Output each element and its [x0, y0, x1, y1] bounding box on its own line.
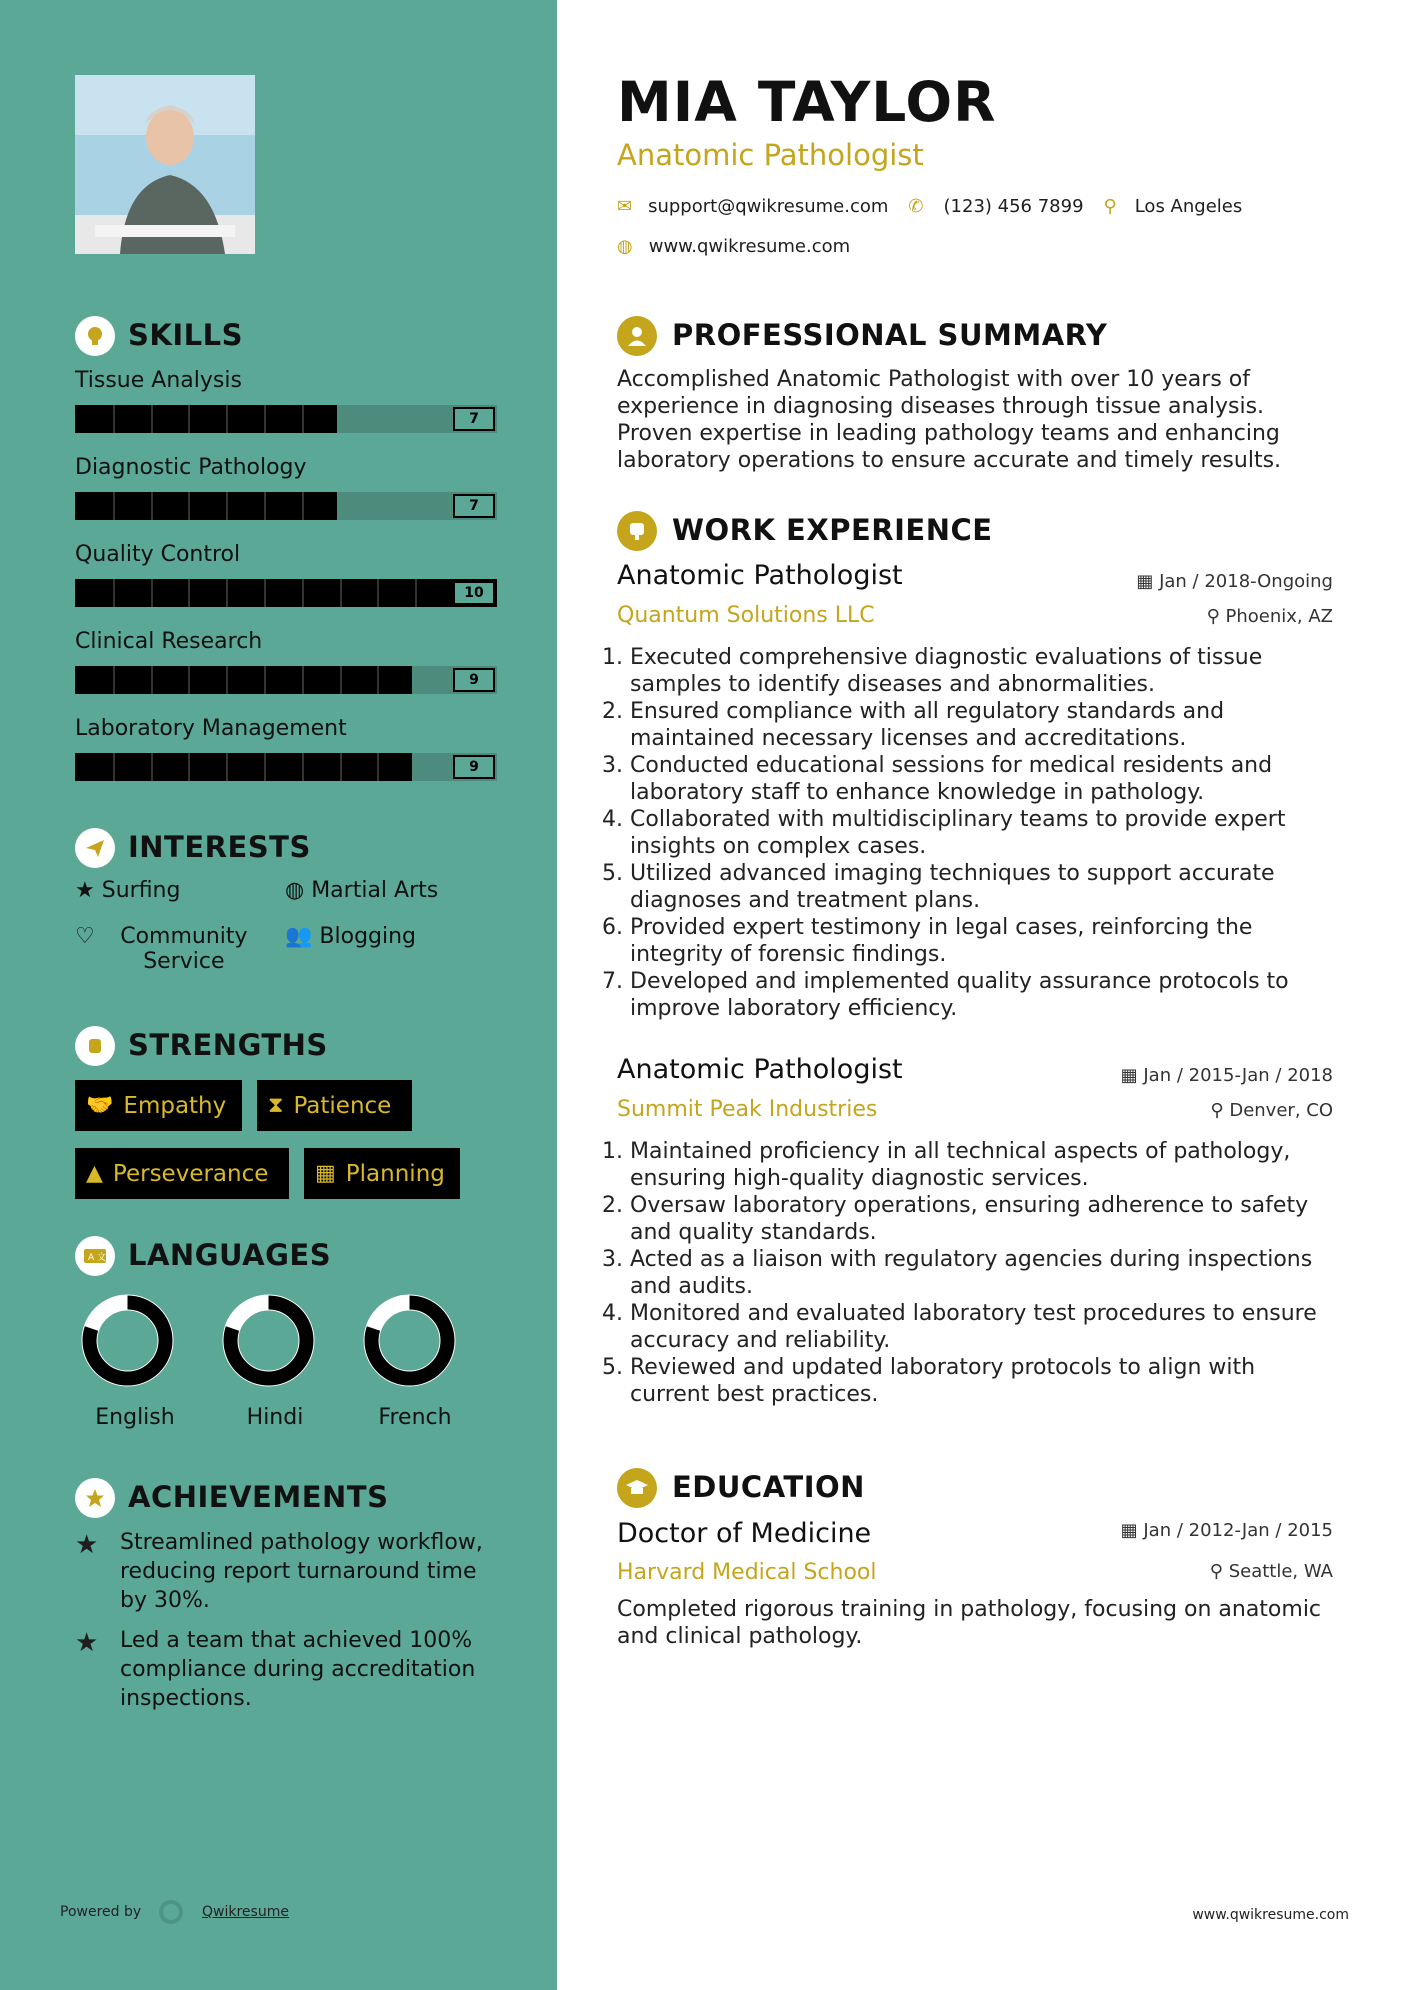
globe-icon: ◍ — [285, 878, 305, 903]
fist-icon — [75, 1026, 115, 1066]
job-title: Anatomic Pathologist — [617, 560, 903, 591]
skill-bar-divider — [264, 492, 266, 520]
calendar-icon: ▦ — [315, 1161, 336, 1186]
road-icon: ▲ — [86, 1161, 103, 1186]
duty-item: 2. Ensured compliance with all regulatory standards and maintained necessary licenses and accreditations. — [630, 698, 1332, 752]
skill-bar — [75, 579, 497, 607]
handshake-icon: ♡ — [75, 924, 95, 949]
duty-item: 3. Conducted educational sessions for medical residents and laboratory staff to enhance knowledge in pathology. — [630, 752, 1332, 806]
experience-title: WORK EXPERIENCE — [672, 513, 993, 547]
skill-bar — [75, 492, 497, 520]
profile-photo — [75, 75, 255, 254]
skill-bar-divider — [302, 666, 304, 694]
education-location: ⚲ Seattle, WA — [1209, 1561, 1333, 1582]
globe-icon: ◍ — [617, 236, 633, 257]
school-name: Harvard Medical School — [617, 1560, 877, 1585]
summary-text: Accomplished Anatomic Pathologist with over 10 years of experience in diagnosing diseases through tissue analysis. Proven expertise in leading pathology teams and enhancing laboratory operations to ensure accurate and timely results. — [617, 367, 1282, 473]
skill-bar-divider — [188, 666, 190, 694]
skill-bar-divider — [113, 405, 115, 433]
skill-bar-divider — [226, 666, 228, 694]
star-icon: ★ — [75, 1530, 99, 1560]
skill-bar-divider — [264, 405, 266, 433]
job-duties — [612, 644, 1332, 1022]
skill-bar-divider — [302, 405, 304, 433]
website-link[interactable]: www.qwikresume.com — [648, 236, 851, 257]
calendar-icon: ▦ — [1136, 571, 1154, 592]
education-text: Completed rigorous training in pathology, focusing on anatomic and clinical pathology. — [617, 1597, 1322, 1649]
languages-title: LANGUAGES — [128, 1238, 332, 1272]
language-ring — [221, 1293, 316, 1392]
duty-item: 4. Collaborated with multidisciplinary teams to provide expert insights on complex cases. — [630, 806, 1332, 860]
skill-bar-divider — [264, 666, 266, 694]
skill-label: Clinical Research — [75, 629, 263, 654]
skill-bar-divider — [340, 579, 342, 607]
duty-item: 5. Reviewed and updated laboratory protocols to align with current best practices. — [630, 1354, 1332, 1408]
skill-bar-divider — [226, 753, 228, 781]
skill-bar-divider — [377, 753, 379, 781]
language-icon — [75, 1236, 115, 1276]
skill-bar-divider — [151, 666, 153, 694]
job-title: Anatomic Pathologist — [617, 1054, 903, 1085]
skill-label: Quality Control — [75, 542, 241, 567]
skill-bar-divider — [264, 579, 266, 607]
skill-bar-divider — [151, 753, 153, 781]
skill-bar-divider — [113, 666, 115, 694]
skill-level: 10 — [453, 581, 495, 605]
skill-bar-divider — [264, 753, 266, 781]
website-row — [617, 236, 850, 257]
job-dates: ▦ Jan / 2018-Ongoing — [1136, 571, 1333, 592]
duty-item: 1. Executed comprehensive diagnostic evaluations of tissue samples to identify diseases and abnormalities. — [630, 644, 1332, 698]
job-company: Quantum Solutions LLC — [617, 603, 875, 628]
language-ring — [362, 1293, 457, 1392]
degree-title: Doctor of Medicine — [617, 1518, 872, 1549]
achievement-item: Led a team that achieved 100% compliance during accreditation inspections. — [120, 1628, 476, 1711]
phone-icon: ✆ — [908, 196, 924, 217]
language-label: French — [378, 1405, 452, 1430]
strength-chip: ▦ Planning — [304, 1148, 460, 1199]
contact-row — [617, 196, 1242, 217]
duty-item: 2. Oversaw laboratory operations, ensuring adherence to safety and quality standards. — [630, 1192, 1332, 1246]
strength-chip: ▲ Perseverance — [75, 1148, 289, 1199]
strengths-title: STRENGTHS — [128, 1028, 328, 1062]
skill-bar-divider — [188, 492, 190, 520]
users-icon: 👥 — [285, 924, 313, 949]
skill-bar-divider — [377, 579, 379, 607]
lightbulb-icon — [75, 316, 115, 356]
language-label: Hindi — [246, 1405, 304, 1430]
skill-bar — [75, 666, 497, 694]
graduation-cap-icon — [617, 1468, 657, 1508]
hourglass-icon: ⧗ — [268, 1093, 284, 1118]
skill-bar-divider — [226, 492, 228, 520]
skill-level: 7 — [453, 407, 495, 431]
calendar-icon: ▦ — [1120, 1520, 1138, 1541]
trophy-icon — [75, 1478, 115, 1518]
job-dates: ▦ Jan / 2015-Jan / 2018 — [1120, 1065, 1333, 1086]
candidate-title: Anatomic Pathologist — [617, 138, 924, 172]
skill-bar-divider — [188, 405, 190, 433]
skill-bar-divider — [113, 492, 115, 520]
skill-level: 9 — [453, 755, 495, 779]
skill-bar-divider — [151, 579, 153, 607]
phone-text: (123) 456 7899 — [943, 196, 1084, 217]
interests-title: INTERESTS — [128, 830, 311, 864]
skill-label: Diagnostic Pathology — [75, 455, 307, 480]
skill-level: 9 — [453, 668, 495, 692]
duty-item: 4. Monitored and evaluated laboratory test procedures to ensure accuracy and reliability. — [630, 1300, 1332, 1354]
achievements-title: ACHIEVEMENTS — [128, 1480, 389, 1514]
skill-bar — [75, 753, 497, 781]
svg-text:文: 文 — [97, 1253, 107, 1263]
education-dates: ▦ Jan / 2012-Jan / 2015 — [1120, 1520, 1333, 1541]
powered-by-text: Powered by — [60, 1904, 142, 1920]
handshake-icon: 🤝 — [86, 1093, 114, 1118]
skill-bar-divider — [226, 579, 228, 607]
duty-item: 5. Utilized advanced imaging techniques to support accurate diagnoses and treatment plans. — [630, 860, 1332, 914]
skill-bar-divider — [188, 753, 190, 781]
skill-bar-divider — [151, 492, 153, 520]
skill-bar-divider — [377, 666, 379, 694]
achievement-item: Streamlined pathology workflow, reducing report turnaround time by 30%. — [120, 1530, 483, 1613]
paper-plane-icon — [75, 828, 115, 868]
interest-item: ♡ Community Service — [75, 924, 248, 974]
summary-title: PROFESSIONAL SUMMARY — [672, 318, 1108, 352]
skill-bar-divider — [340, 753, 342, 781]
footer-website[interactable]: www.qwikresume.com — [1192, 1907, 1349, 1923]
skills-title: SKILLS — [128, 318, 243, 352]
job-duties — [612, 1138, 1332, 1408]
language-ring — [80, 1293, 175, 1392]
duty-item: 7. Developed and implemented quality assurance protocols to improve laboratory efficiency. — [630, 968, 1332, 1022]
skill-bar — [75, 405, 497, 433]
skill-bar-divider — [226, 405, 228, 433]
skill-bar-divider — [302, 753, 304, 781]
skill-bar-divider — [302, 579, 304, 607]
skill-bar-divider — [113, 579, 115, 607]
pin-icon: ⚲ — [1209, 1561, 1223, 1582]
skill-label: Tissue Analysis — [75, 368, 242, 393]
qwikresume-link[interactable]: Qwikresume — [202, 1904, 289, 1920]
briefcase-icon — [617, 511, 657, 551]
skill-bar-divider — [151, 405, 153, 433]
email-link[interactable]: support@qwikresume.com — [648, 196, 889, 217]
candidate-name: MIA TAYLOR — [617, 70, 997, 134]
star-icon: ★ — [75, 1628, 99, 1658]
skill-level: 7 — [453, 494, 495, 518]
svg-text:A: A — [88, 1253, 95, 1263]
education-title: EDUCATION — [672, 1470, 865, 1504]
duty-item: 6. Provided expert testimony in legal cases, reinforcing the integrity of forensic findings. — [630, 914, 1332, 968]
job-company: Summit Peak Industries — [617, 1097, 878, 1122]
calendar-icon: ▦ — [1120, 1065, 1138, 1086]
duty-item: 3. Acted as a liaison with regulatory agencies during inspections and audits. — [630, 1246, 1332, 1300]
interest-item: ◍ Martial Arts — [285, 878, 439, 903]
pin-icon: ⚲ — [1210, 1100, 1224, 1121]
strength-chip: 🤝 Empathy — [75, 1080, 242, 1131]
skill-bar-divider — [415, 579, 417, 607]
interest-item: 👥 Blogging — [285, 924, 417, 949]
skill-bar-divider — [302, 492, 304, 520]
skill-bar-divider — [113, 753, 115, 781]
pin-icon: ⚲ — [1206, 606, 1220, 627]
strength-chip: ⧗ Patience — [257, 1080, 412, 1131]
user-icon — [617, 316, 657, 356]
skill-bar-divider — [188, 579, 190, 607]
language-label: English — [95, 1405, 175, 1430]
interest-item: ★ Surfing — [75, 878, 181, 903]
envelope-icon: ✉ — [617, 196, 633, 217]
duty-item: 1. Maintained proficiency in all technical aspects of pathology, ensuring high-quality diagnostic services. — [630, 1138, 1332, 1192]
skill-bar-divider — [340, 666, 342, 694]
location-text: Los Angeles — [1134, 196, 1243, 217]
map-marker-icon: ⚲ — [1103, 196, 1117, 217]
qwikresume-logo-icon — [157, 1898, 187, 1932]
skill-label: Laboratory Management — [75, 716, 347, 741]
star-icon: ★ — [75, 878, 95, 903]
job-location: ⚲ Phoenix, AZ — [1206, 606, 1333, 627]
job-location: ⚲ Denver, CO — [1210, 1100, 1333, 1121]
